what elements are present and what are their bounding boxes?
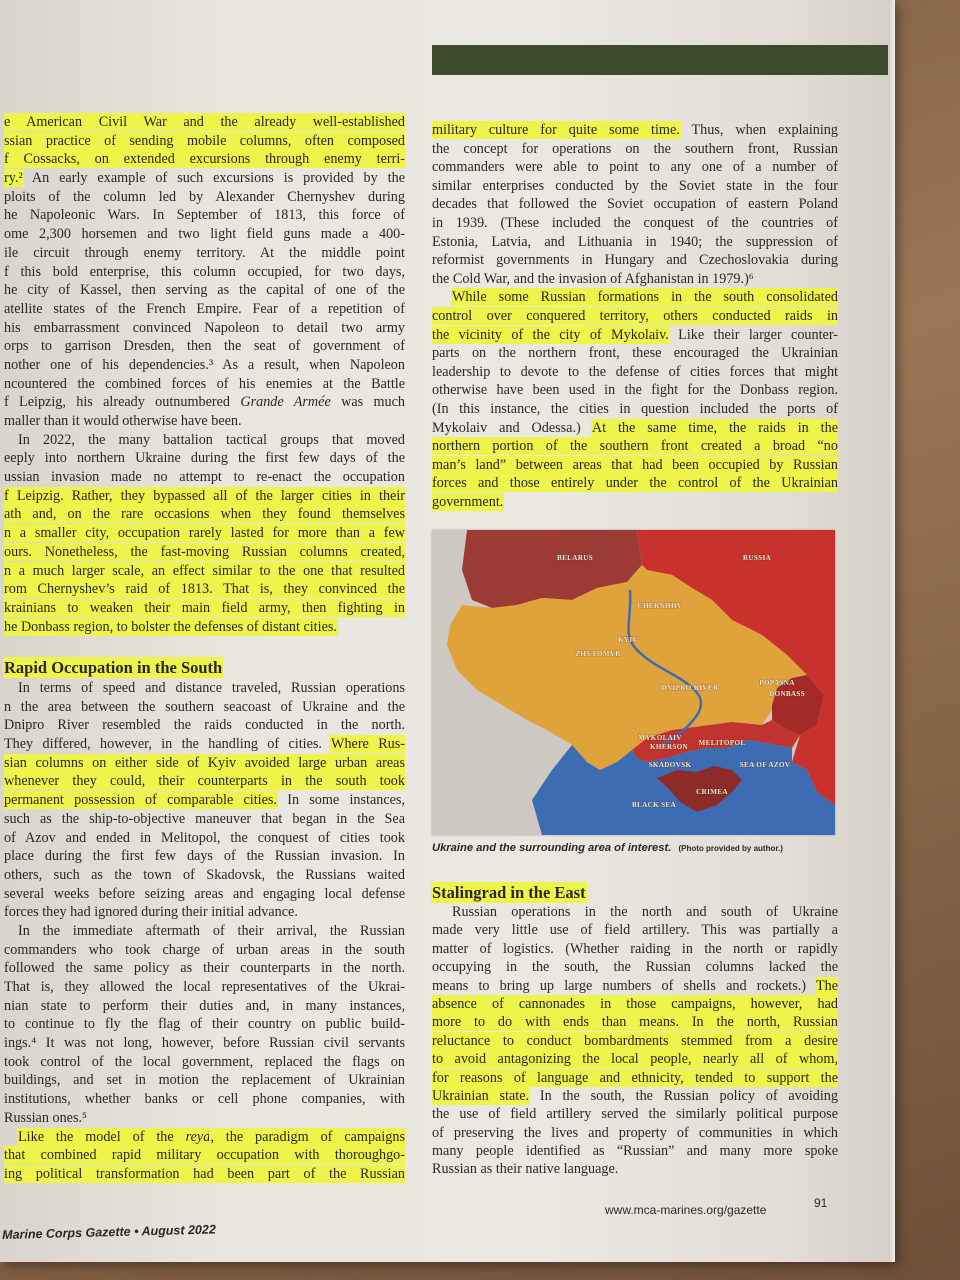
text-line: Estonia, Latvia, and Lithuania in 1940; the suppression of bbox=[432, 233, 838, 250]
text-line bbox=[4, 487, 405, 506]
caption-title: Ukraine and the surrounding area of interest. bbox=[432, 842, 672, 854]
highlighted-text: rom Chernyshev’s raid of 1813. That is, they convinced the bbox=[4, 581, 405, 598]
highlighted-text: f Leipzig. Rather, they bypassed all of the larger cities in their bbox=[4, 487, 405, 504]
text-line bbox=[4, 754, 405, 773]
text-line bbox=[4, 1165, 405, 1184]
map-label-melitopol: MELITOPOL bbox=[698, 739, 746, 747]
text-line: They differed, however, in the handling of cities. Where Rus- bbox=[4, 736, 405, 753]
text-line bbox=[4, 543, 405, 562]
text-line: In 2022, the many battalion tactical groups that moved bbox=[18, 431, 405, 448]
right-column-top-text bbox=[432, 121, 838, 511]
section-heading-text: Stalingrad in the East bbox=[432, 883, 586, 902]
text-line: Dnipro River resembled the raids conducted in the north. bbox=[4, 717, 405, 734]
text-line: commanders were able to point to any one of a number of bbox=[432, 159, 838, 176]
text-line: made very little use of field artillery. This was partially a bbox=[432, 922, 838, 939]
highlighted-text: whenever they could, their counterparts in the south took bbox=[4, 773, 405, 790]
highlighted-text: more to do with ends than means. In the north, Russian bbox=[432, 1014, 838, 1031]
text-line: buildings, and set in motion the replacement of Ukrainian bbox=[4, 1072, 405, 1089]
text-line: ploits of the column led by Alexander Chernyshev during bbox=[4, 188, 405, 205]
text-line: Ukrainian state. In the south, the Russian policy of avoiding bbox=[432, 1087, 838, 1104]
highlighted-text: Ukrainian state. bbox=[432, 1087, 530, 1104]
text-line: ussian invasion made no attempt to re-enact the occupation bbox=[4, 469, 405, 486]
text-line: several weeks before seizing areas and engaging local defense bbox=[4, 885, 405, 902]
text-line: ome 2,300 horsemen and two light field guns made a 400- bbox=[4, 226, 405, 243]
text-line: eeply into northern Ukraine during the first few days of the bbox=[4, 450, 405, 467]
text-line: many people identified as “Russian” and many more spoke bbox=[432, 1143, 838, 1160]
text-line bbox=[4, 580, 405, 599]
text-line bbox=[4, 150, 405, 169]
text-line bbox=[4, 132, 405, 151]
text-line: ry.² An early example of such excursions is provided by the bbox=[4, 170, 405, 187]
map-label-crimea: CRIMEA bbox=[696, 788, 728, 796]
map-label-chernihiv: CHERNIHIV bbox=[637, 602, 683, 610]
text-line: of Azov and ended in Melitopol, the conquest of cities took bbox=[4, 829, 405, 846]
text-line: leadership to devote to the defense of cities forces that might bbox=[432, 363, 838, 380]
text-line: decades that followed the Soviet occupation of eastern Poland bbox=[432, 196, 838, 213]
section-heading-text: Rapid Occupation in the South bbox=[4, 658, 223, 677]
text-line: permanent possession of comparable cities. In some instances, bbox=[4, 792, 405, 809]
highlighted-text: reyd bbox=[185, 1128, 211, 1145]
left-column-bottom-text bbox=[4, 679, 405, 1184]
text-line bbox=[432, 474, 838, 493]
text-line: place during the first few days of the Russian invasion. In bbox=[4, 848, 405, 865]
highlighted-text: ing political transformation had been part of the Russian bbox=[4, 1165, 405, 1182]
text-line bbox=[432, 995, 838, 1013]
text-line: ncountered the combined forces of his enemies at the Battle bbox=[4, 375, 405, 392]
highlighted-text: ours. Nonetheless, the fast-moving Russian columns created, bbox=[4, 543, 405, 560]
text-line: forces they had ignored during their initial advance. bbox=[4, 904, 298, 921]
highlighted-text: for reasons of language and ethnicity, tended to support the bbox=[432, 1069, 838, 1086]
text-line bbox=[432, 437, 838, 456]
text-line: In terms of speed and distance traveled, Russian operations bbox=[18, 680, 405, 696]
highlighted-text: f Cossacks, on extended excursions through enemy terri- bbox=[4, 151, 405, 168]
text-line: others, such as the town of Skadovsk, the Russians waited bbox=[4, 866, 405, 883]
highlighted-text: ry.² bbox=[4, 170, 23, 187]
text-line: his embarrassment convinced Napoleon to detail two army bbox=[4, 319, 405, 336]
text-line: nother one of his dependencies.³ As a result, when Napoleon bbox=[4, 356, 405, 373]
text-line: reformist governments in Hungary and Czechoslovakia during bbox=[432, 252, 838, 269]
highlighted-text: ssian practice of sending mobile columns, often composed bbox=[4, 132, 405, 149]
text-line: means to bring up large numbers of shells and rockets.) The bbox=[432, 977, 838, 994]
section-heading-stalingrad bbox=[432, 883, 586, 903]
text-line: he Napoleonic Wars. In September of 1813, this force of bbox=[4, 207, 405, 224]
text-line: f this bold enterprise, this column occupied, for two days, bbox=[4, 263, 405, 280]
text-line bbox=[432, 1032, 838, 1050]
text-line: orps to garrison Dresden, then the seat of government of bbox=[4, 338, 405, 355]
text-line: to continue to fly the flag of their country on public build- bbox=[4, 1016, 405, 1033]
text-line: nian state to perform their duties and, in many instances, bbox=[4, 997, 405, 1014]
text-line: Mykolaiv and Odessa.) At the same time, the raids in the bbox=[432, 419, 838, 436]
text-line: Russian as their native language. bbox=[432, 1161, 619, 1178]
text-line bbox=[432, 307, 838, 326]
map-label-belarus: BELARUS bbox=[556, 554, 594, 562]
header-band bbox=[432, 45, 888, 75]
text-line: parts on the northern front, these encouraged the Ukrainian bbox=[432, 345, 838, 362]
highlighted-text: man’s land” between areas that had been occupied by Russian bbox=[432, 456, 838, 473]
text-line: Russian operations in the north and south of Ukraine bbox=[452, 904, 838, 920]
highlighted-text: krainians to weaken their main field army, then fighting in bbox=[4, 599, 405, 616]
text-line bbox=[432, 288, 838, 307]
map-label-kherson: KHERSON bbox=[649, 743, 689, 751]
highlighted-text: , the paradigm of campaigns bbox=[210, 1128, 405, 1145]
text-line bbox=[432, 456, 838, 475]
map-label-russia: RUSSIA bbox=[742, 554, 772, 562]
map-label-zhytomyr: ZHYTOMYR bbox=[575, 650, 621, 658]
highlighted-text: northern portion of the southern front created a broad “no bbox=[432, 438, 838, 455]
text-line: the vicinity of the city of Mykolaiv. Like their larger counter- bbox=[432, 326, 838, 343]
text-line bbox=[4, 1128, 405, 1147]
text-line bbox=[432, 1069, 838, 1087]
text-line: otherwise have been used in the fight for the Donbass region. bbox=[432, 382, 838, 399]
page-number: 91 bbox=[814, 1196, 828, 1210]
highlighted-text: absence of cannonades in those campaigns, however, had bbox=[432, 995, 838, 1012]
map-label-black-sea: BLACK SEA bbox=[631, 801, 677, 809]
text-line: maller than it would otherwise have been. bbox=[4, 413, 242, 429]
highlighted-text: sian columns on either side of Kyiv avoided large urban areas bbox=[4, 754, 405, 771]
highlighted-text: permanent possession of comparable cities. bbox=[4, 792, 277, 809]
text-line: the use of field artillery served the similarly political purpose bbox=[432, 1106, 838, 1123]
text-line: took control of the local government, replaced the flags on bbox=[4, 1053, 405, 1070]
ukraine-map bbox=[432, 530, 835, 835]
text-line: (In this instance, the cities in question included the ports of bbox=[432, 400, 838, 417]
text-line: occupying in the south, the Russian columns lacked the bbox=[432, 959, 838, 976]
highlighted-text: government. bbox=[432, 493, 504, 510]
text-line: similar enterprises conducted by the Soviet state in the four bbox=[432, 177, 838, 194]
text-line: he city of Kassel, then serving as the capital of one of the bbox=[4, 282, 405, 299]
text-line: ile circuit through enemy territory. At the middle point bbox=[4, 244, 405, 261]
map-label-donbass: DONBASS bbox=[768, 690, 806, 698]
highlighted-text: While some Russian formations in the south consolidated bbox=[452, 289, 838, 306]
text-line: the concept for operations on the southern front, Russian bbox=[432, 140, 838, 157]
highlighted-text: n a much larger scale, an effect similar to the one that resulted bbox=[4, 562, 405, 579]
left-column-top-text bbox=[4, 113, 405, 636]
highlighted-text: n a smaller city, occupation rarely lasted for more than a few bbox=[4, 525, 405, 542]
map-label-mykolaiv: MYKOLAIV bbox=[638, 734, 682, 742]
highlighted-text: he Donbass region, to bolster the defenses of distant cities. bbox=[4, 618, 337, 635]
highlighted-text: At the same time, the raids in the bbox=[591, 419, 838, 436]
text-line bbox=[4, 505, 405, 524]
highlighted-text: that combined rapid military occupation with thoroughgo- bbox=[4, 1147, 405, 1164]
text-line: ings.⁴ It was not long, however, before Russian civil servants bbox=[4, 1035, 405, 1052]
text-line bbox=[4, 599, 405, 618]
right-column-bottom-text bbox=[432, 903, 838, 1179]
highlighted-text: The bbox=[815, 977, 838, 994]
text-line: such as the ship-to-objective maneuver that began in the Sea bbox=[4, 810, 405, 827]
footer-masthead: Marine Corps Gazette • August 2022 bbox=[2, 1222, 216, 1242]
text-line: Russian ones.⁵ bbox=[4, 1109, 87, 1126]
text-line bbox=[4, 618, 405, 637]
text-line: matter of logistics. (Whether raiding in the north or rapidly bbox=[432, 940, 838, 957]
map-label-dnipro-river: DNIPRO RIVER bbox=[661, 684, 719, 692]
map-caption bbox=[432, 840, 838, 857]
text-line bbox=[432, 493, 838, 512]
highlighted-text: reluctance to conduct bombardments stemmed from a desire bbox=[432, 1032, 838, 1049]
map-label-skadovsk: SKADOVSK bbox=[648, 761, 692, 769]
text-line bbox=[4, 113, 405, 132]
map-label-sea-of-azov: SEA OF AZOV bbox=[739, 761, 791, 769]
highlighted-text: forces and those entirely under the control of the Ukrainian bbox=[432, 475, 838, 492]
page-edge bbox=[888, 0, 895, 1262]
text-line: in 1939. (These included the conquest of the countries of bbox=[432, 214, 838, 231]
footer-url: www.mca-marines.org/gazette bbox=[605, 1203, 767, 1217]
text-line: f Leipzig, his already outnumbered Grande Armée was much bbox=[4, 394, 405, 411]
map-label-kyiv: KYIV bbox=[618, 636, 638, 644]
highlighted-text: military culture for quite some time. bbox=[432, 122, 680, 138]
text-line: commanders who took charge of urban areas in the south bbox=[4, 941, 405, 958]
text-line: That is, they allowed the local representatives of the Ukrai- bbox=[4, 979, 405, 995]
text-line: n the area between the southern seacoast of Ukraine and the bbox=[4, 698, 405, 715]
highlighted-text: Like the model of the bbox=[18, 1128, 186, 1145]
map-label-popasna: POPASNA bbox=[759, 679, 795, 687]
text-line bbox=[432, 1050, 838, 1068]
text-line: In the immediate aftermath of their arrival, the Russian bbox=[18, 922, 405, 939]
text-line: the Cold War, and the invasion of Afghanistan in 1979.)⁶ bbox=[432, 270, 754, 287]
highlighted-text: e American Civil War and the already well-established bbox=[4, 114, 405, 130]
text-line bbox=[432, 1013, 838, 1031]
highlighted-text: ath and, on the rare occasions when they found themselves bbox=[4, 506, 405, 523]
text-line: military culture for quite some time. Thus, when explaining bbox=[432, 122, 838, 138]
text-line: institutions, whether banks or cell phone companies, with bbox=[4, 1091, 405, 1108]
section-heading-rapid-occupation bbox=[4, 658, 222, 678]
highlighted-text: the vicinity of the city of Mykolaiv. bbox=[432, 326, 669, 343]
text-line bbox=[4, 524, 405, 543]
highlighted-text: to avoid antagonizing the local people, nearly all of whom, bbox=[432, 1051, 838, 1068]
text-line bbox=[4, 772, 405, 791]
text-line: atellite states of the French Empire. Fear of a repetition of bbox=[4, 300, 405, 317]
caption-credit: (Photo provided by author.) bbox=[678, 844, 783, 853]
text-line: followed the same policy as their counterparts in the north. bbox=[4, 960, 405, 977]
text-line bbox=[4, 562, 405, 581]
highlighted-text: control over conquered territory, others conducted raids in bbox=[432, 307, 838, 324]
text-line: of preserving the lives and property of communities in which bbox=[432, 1124, 838, 1141]
highlighted-text: Where Rus- bbox=[331, 736, 405, 753]
italic-text: Grande Armée bbox=[240, 394, 331, 411]
text-line bbox=[4, 1146, 405, 1165]
